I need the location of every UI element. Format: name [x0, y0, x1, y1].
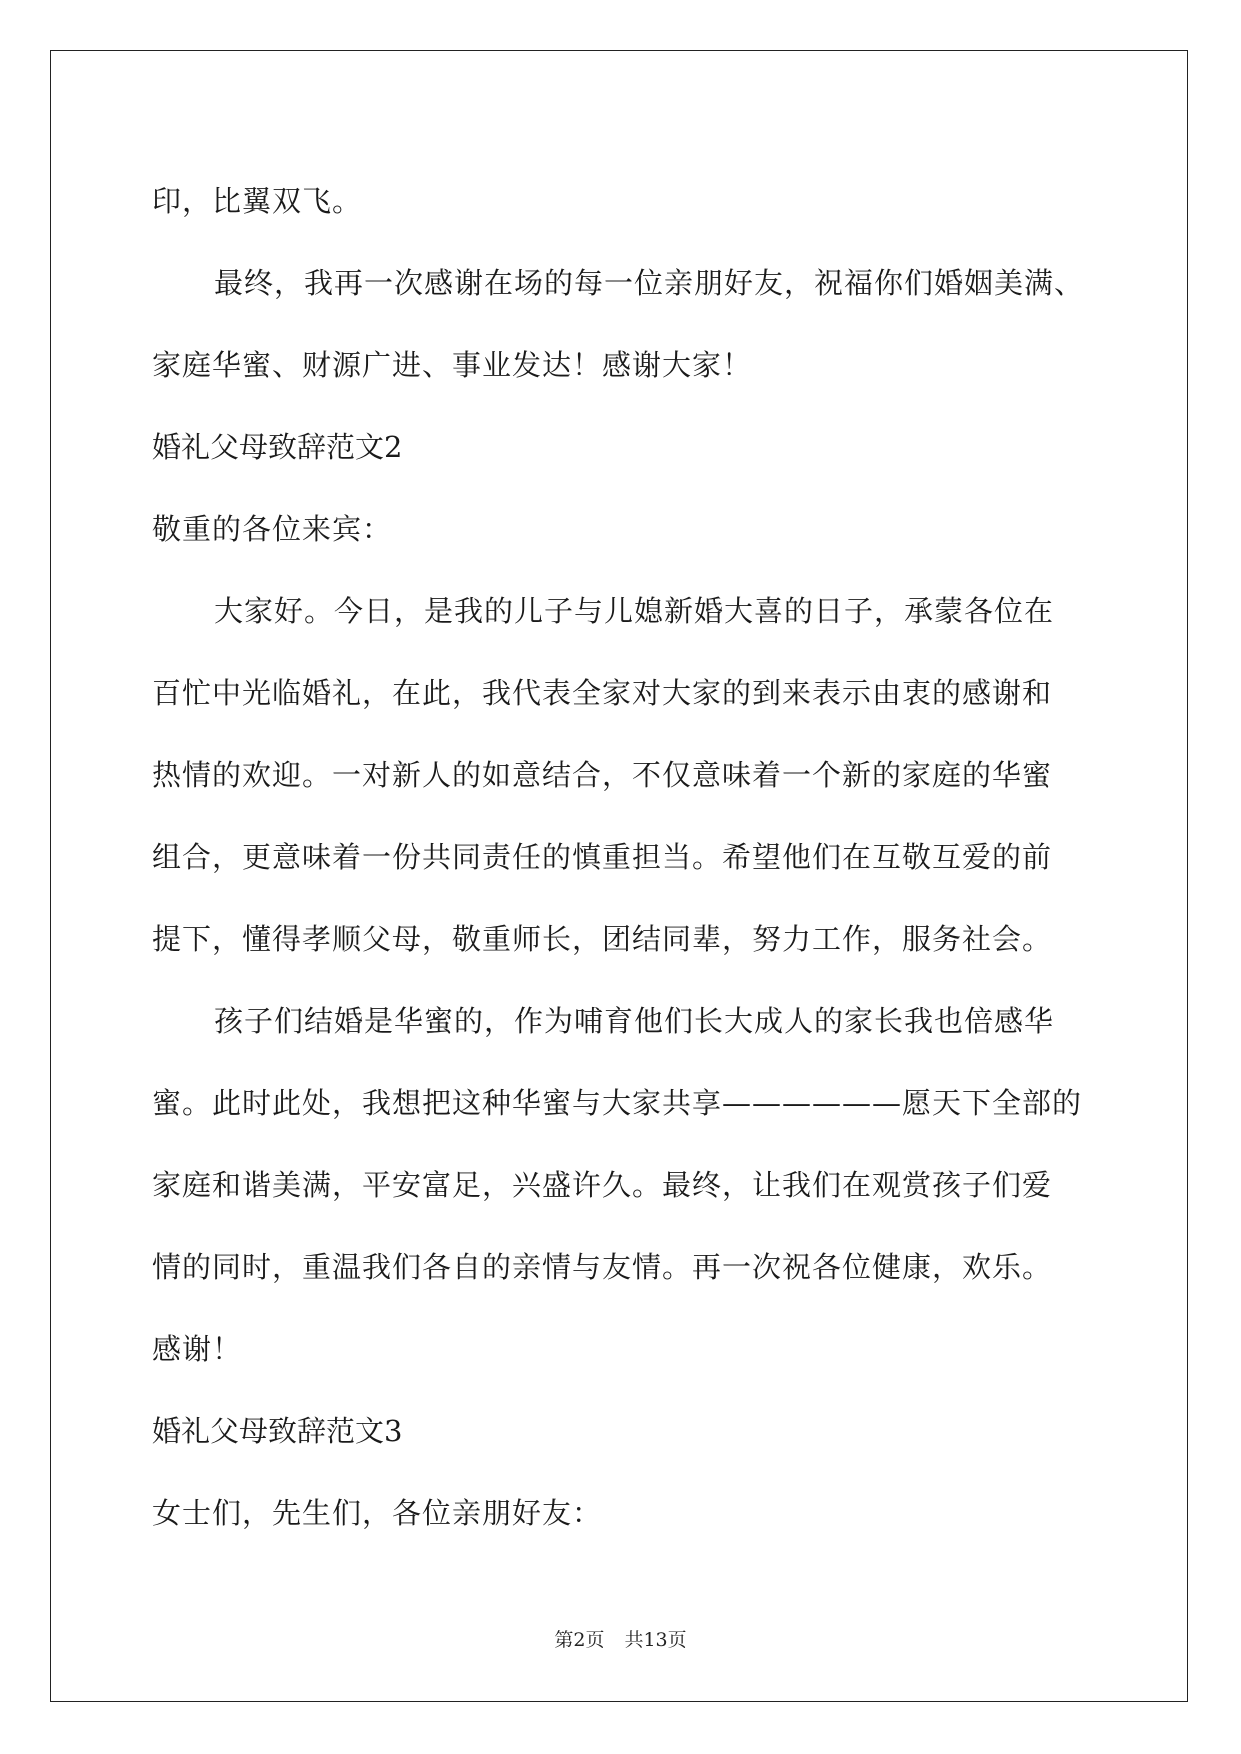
text-line: 印，比翼双飞。: [152, 184, 363, 218]
page-footer: [0, 1625, 1241, 1652]
page-number: 第2页: [554, 1629, 605, 1651]
paragraph-line: 孩子们结婚是华蜜的，作为哺育他们长大成人的家长我也倍感华: [214, 1004, 1055, 1038]
text-line: 家庭华蜜、财源广进、事业发达！感谢大家！: [152, 348, 753, 382]
page-total: 共13页: [624, 1629, 687, 1651]
text-line: 热情的欢迎。一对新人的如意结合，不仅意味着一个新的家庭的华蜜: [152, 758, 1053, 792]
text-line: 提下，懂得孝顺父母，敬重师长，团结同辈，努力工作，服务社会。: [152, 922, 1053, 956]
text-line: 家庭和谐美满，平安富足，兴盛许久。最终，让我们在观赏孩子们爱: [152, 1168, 1053, 1202]
salutation: 敬重的各位来宾：: [152, 512, 393, 546]
text-line: 百忙中光临婚礼，在此，我代表全家对大家的到来表示由衷的感谢和: [152, 676, 1053, 710]
section-heading: 婚礼父母致辞范文3: [152, 1414, 403, 1448]
section-heading: 婚礼父母致辞范文2: [152, 430, 403, 464]
text-line: 感谢！: [152, 1332, 243, 1366]
paragraph-line: 最终，我再一次感谢在场的每一位亲朋好友，祝福你们婚姻美满、: [214, 266, 1085, 300]
text-line: 组合，更意味着一份共同责任的慎重担当。希望他们在互敬互爱的前: [152, 840, 1053, 874]
paragraph-line: 大家好。今日，是我的儿子与儿媳新婚大喜的日子，承蒙各位在: [214, 594, 1055, 628]
document-body: [152, 160, 1092, 1554]
salutation: 女士们，先生们，各位亲朋好友：: [152, 1496, 603, 1530]
text-line: 情的同时，重温我们各自的亲情与友情。再一次祝各位健康，欢乐。: [152, 1250, 1053, 1284]
text-line: 蜜。此时此处，我想把这种华蜜与大家共享——————愿天下全部的: [152, 1086, 1083, 1120]
